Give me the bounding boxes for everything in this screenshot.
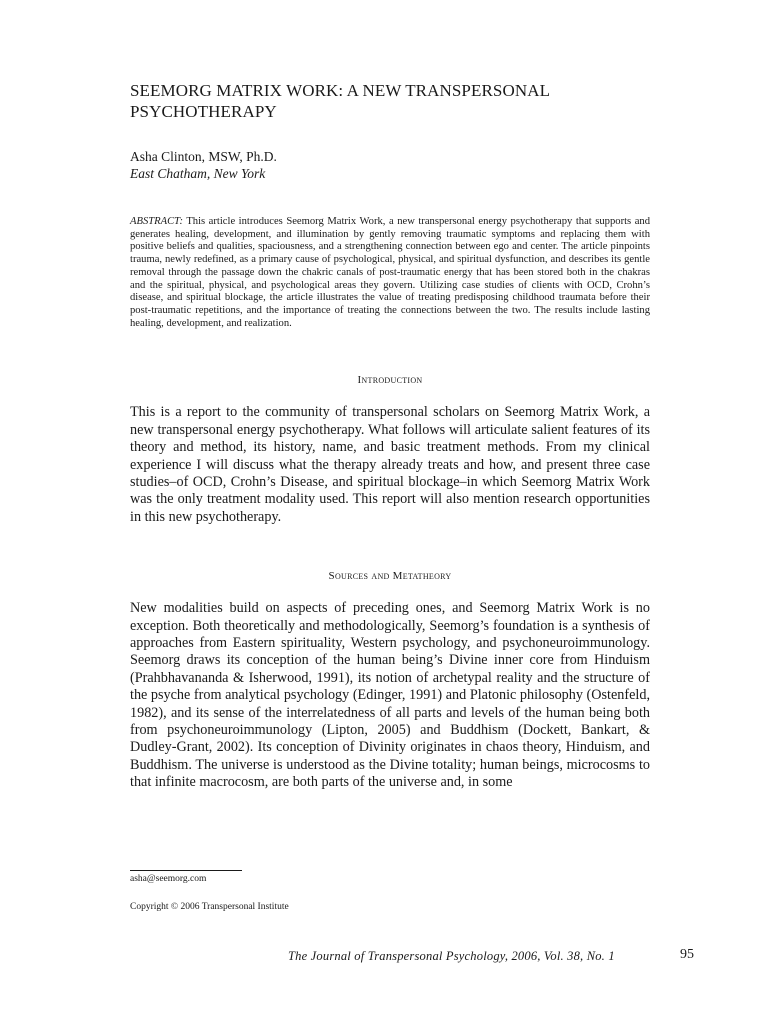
author-name: Asha Clinton, MSW, Ph.D.: [130, 149, 277, 164]
footnote-divider: [130, 870, 242, 871]
footnote-email: asha@seemorg.com: [130, 874, 207, 884]
article-title: SEEMORG MATRIX WORK: A NEW TRANSPERSONAL PSYCHOTHERAPY: [130, 81, 550, 121]
article-page: [130, 80, 650, 806]
introduction-paragraph: This is a report to the community of transpersonal scholars on Seemorg Matrix Work, a new transpersonal energy psychotherapy. What follows will articulate salient features of its theory and method, its history, name, and basic treatment methods. From my clinical experience I will discuss what the therapy already treats and how, and present three case studies–of OCD, Crohn’s Disease, and spiritual blockage–in which Seemorg Matrix Work was the only treatment modality used. This report will also mention research opportunities in this new psychotherapy.: [130, 404, 650, 525]
abstract-label: ABSTRACT:: [130, 216, 183, 227]
abstract-text: This article introduces Seemorg Matrix Work, a new transpersonal energy psychotherapy that supports and generates healing, development, and illumination by gently removing traumatic symptoms and replacing them with positive beliefs and qualities, spaciousness, and a strengthening connection between ego and center. The article pinpoints trauma, newly redefined, as a primary cause of psychological, physical, and spiritual dysfunction, and describes its gentle removal through the passage down the chakric canals of post-traumatic energy that has been stored both in the chakras and the spiritual, physical, and psychological areas they govern. Utilizing case studies of clients with OCD, Crohn’s disease, and spiritual blockage, the article illustrates the value of treating predisposing childhood traumata before their post-traumatic repetitions, and the importance of treating the connections between the two. The results include lasting healing, development, and realization.: [130, 216, 650, 329]
journal-citation: The Journal of Transpersonal Psychology, 2006, Vol. 38, No. 1: [288, 949, 615, 963]
page-number: 95: [680, 947, 694, 962]
sources-heading: Sources and Metatheory: [328, 570, 452, 583]
sources-paragraph: New modalities build on aspects of preceding ones, and Seemorg Matrix Work is no exception. Both theoretically and methodologically, Seemorg’s foundation is a synthesis of approaches from Eastern spirituality, Western psychology, and psychoneuroimmunology. Seemorg draws its conception of the human being’s Divine inner core from Hinduism (Prahbhavananda & Isherwood, 1991), its notion of archetypal reality and the structure of the psyche from analytical psychology (Edinger, 1991) and Platonic philosophy (Ostenfeld, 1982), and its sense of the interrelatedness of all parts and levels of the human being both from psychoneuroimmunology (Lipton, 2005) and Buddhism (Dockett, Bankart, & Dudley-Grant, 2002). Its conception of Divinity originates in chaos theory, Hinduism, and Buddhism. The universe is understood as the Divine totality; human beings, microcosms to that infinite macrocosm, are both parts of the universe and, in some: [130, 600, 650, 791]
abstract: [130, 216, 650, 330]
author-affiliation: East Chatham, New York: [130, 166, 266, 181]
copyright-notice: Copyright © 2006 Transpersonal Institute: [130, 902, 289, 912]
introduction-heading: Introduction: [357, 374, 423, 387]
